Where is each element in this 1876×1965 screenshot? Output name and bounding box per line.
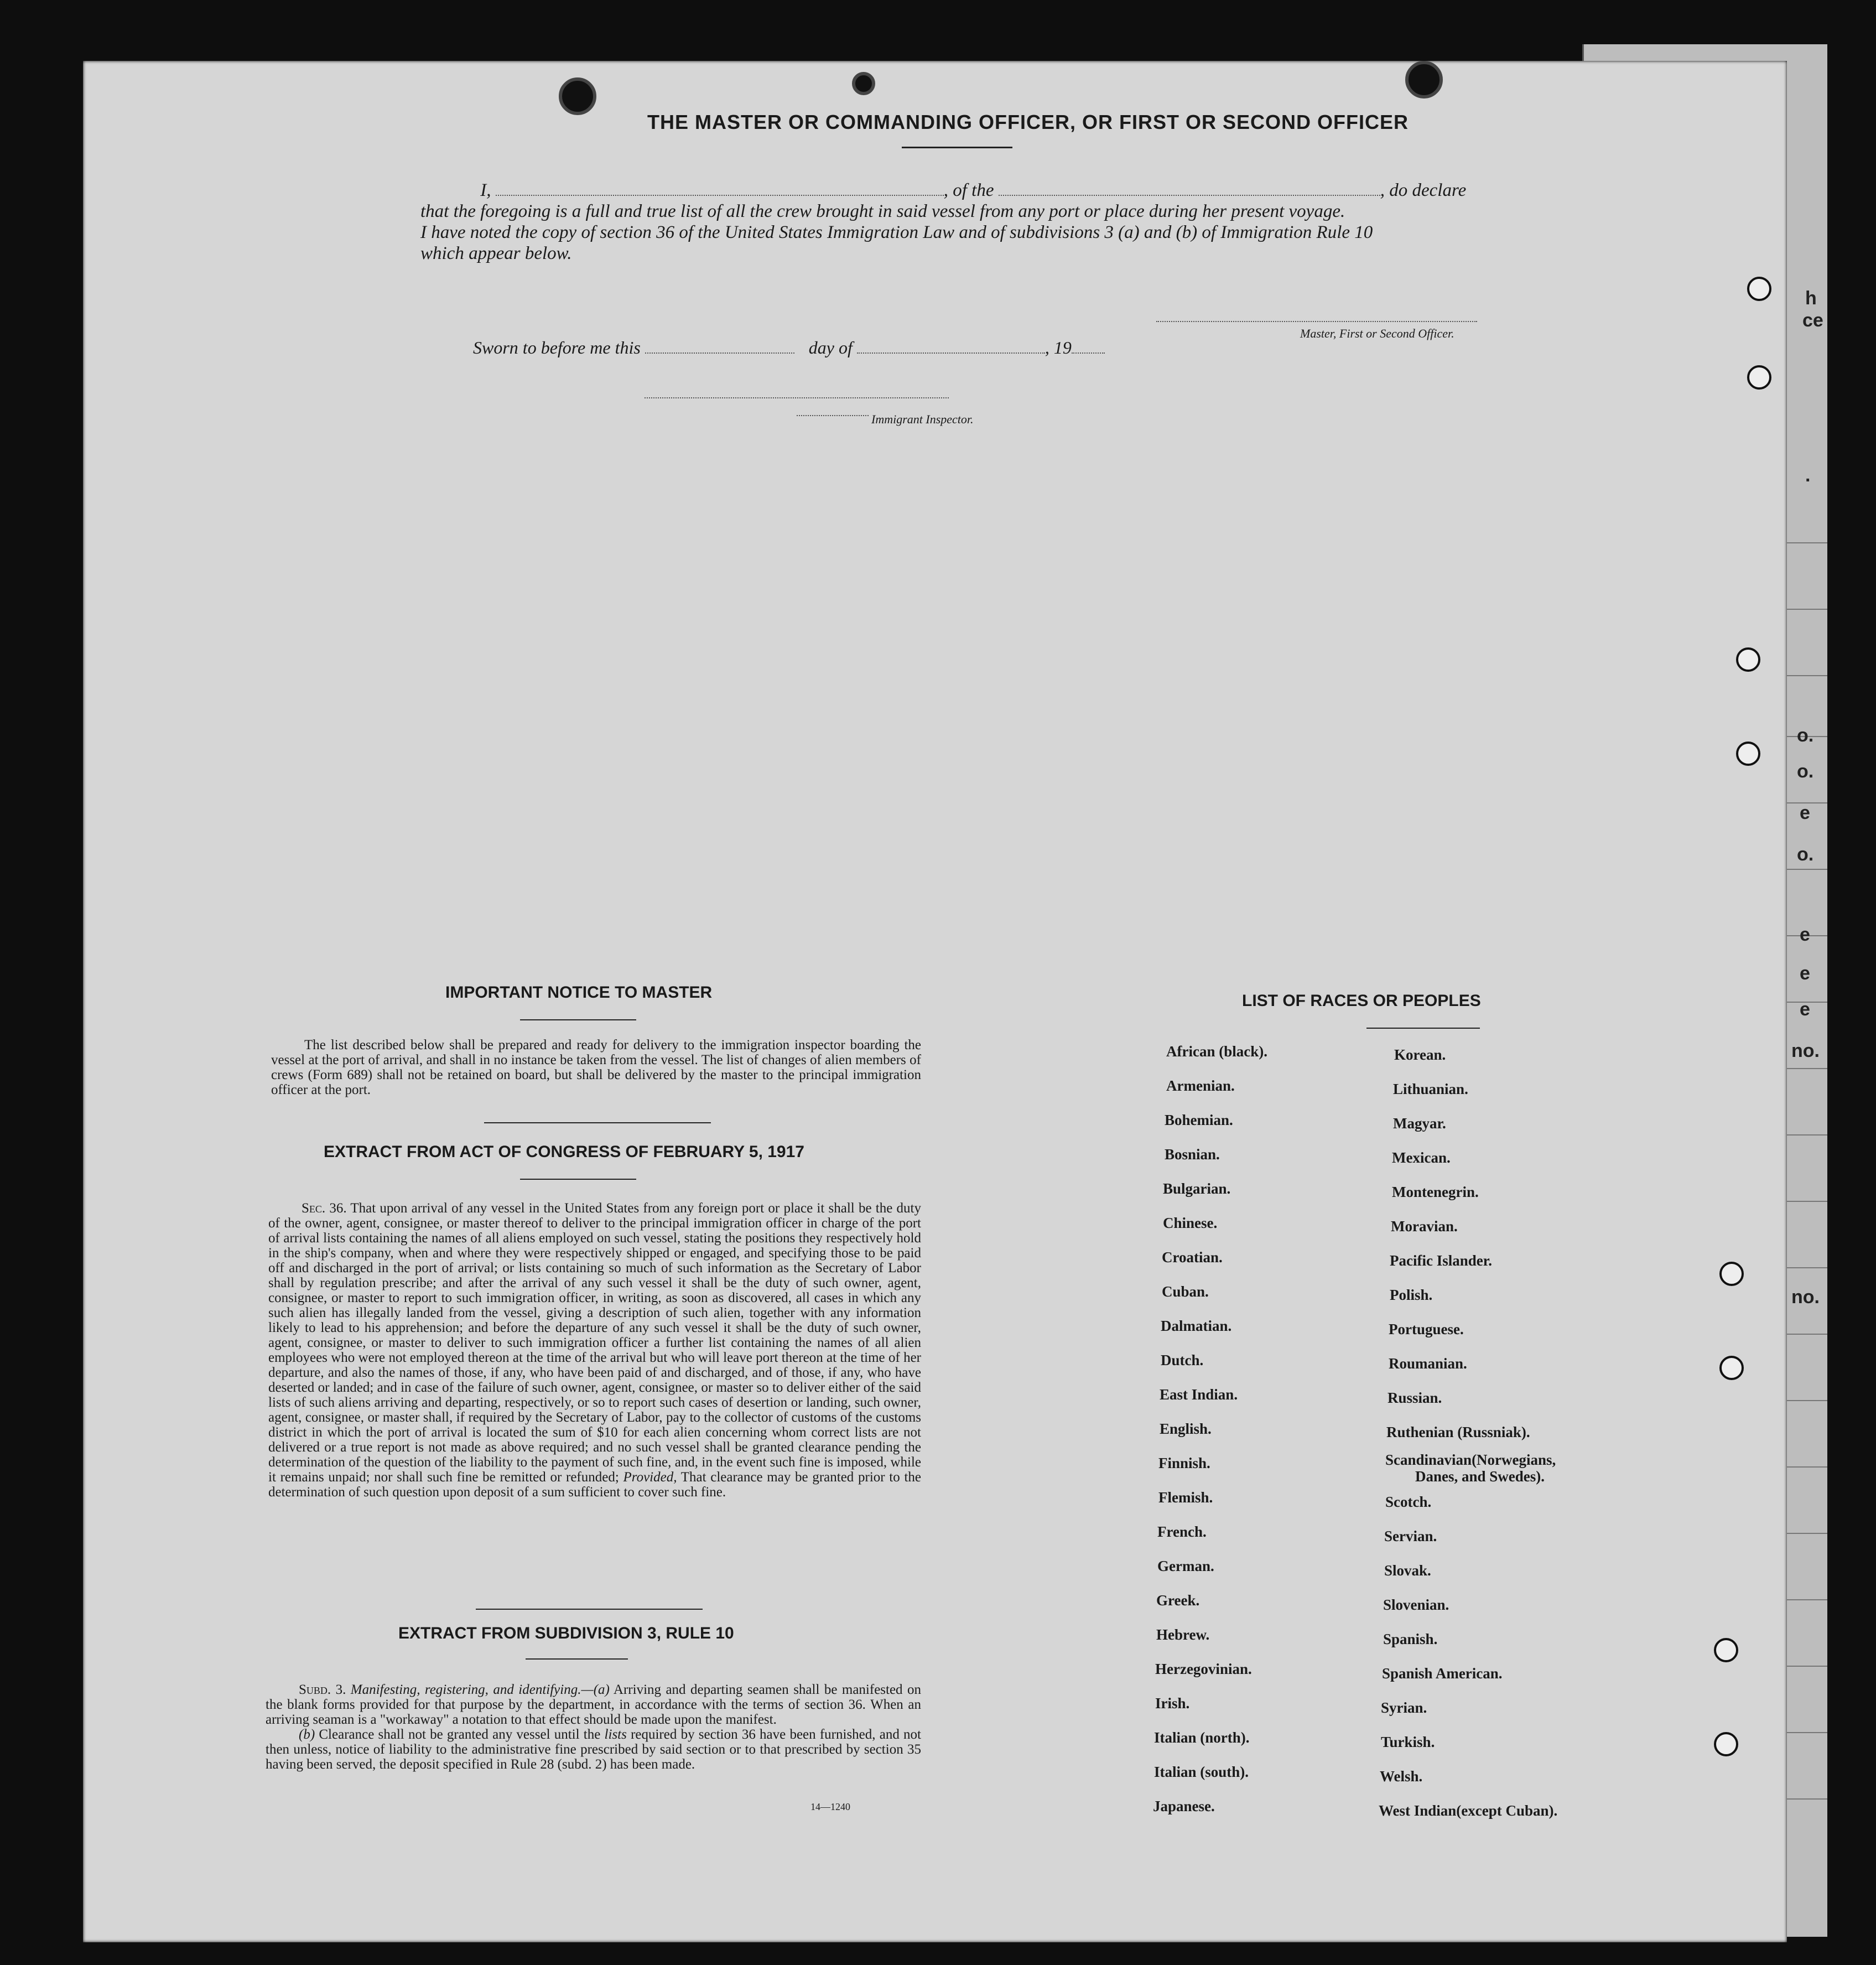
sworn-year-field[interactable] bbox=[1072, 352, 1105, 354]
race-item: Cuban. bbox=[1162, 1283, 1209, 1300]
vessel-name-field[interactable] bbox=[999, 195, 1380, 196]
race-item: East Indian. bbox=[1160, 1386, 1238, 1403]
race-item: Herzegovinian. bbox=[1155, 1661, 1252, 1677]
margin-hole bbox=[1714, 1732, 1738, 1756]
declaration-line-1: that the foregoing is a full and true list of all the crew brought in said vessel from any port or place during her present voyage. bbox=[420, 201, 1345, 221]
section-36-text bbox=[268, 1201, 921, 1500]
race-item: Chinese. bbox=[1163, 1215, 1218, 1231]
part-b-body-2: required by section 36 have been furnished, and not then unless, notice of liability to the administrative fine prescribed by said section or to that prescribed by section 35 having been served, the deposit specified in Rule 28 (subd. 2) has been made. bbox=[266, 1727, 921, 1772]
proviso-label: Provided, bbox=[623, 1470, 677, 1485]
rule-extract-title: EXTRACT FROM SUBDIVISION 3, RULE 10 bbox=[398, 1624, 734, 1642]
margin-hole bbox=[1747, 365, 1771, 390]
race-item: Bulgarian. bbox=[1163, 1180, 1231, 1197]
race-item: Syrian. bbox=[1381, 1699, 1427, 1716]
back-fragment: e bbox=[1800, 924, 1810, 945]
part-b-body-1: Clearance shall not be granted any vessel until the bbox=[319, 1727, 601, 1742]
race-item: French. bbox=[1157, 1523, 1207, 1540]
back-fragment: o. bbox=[1797, 844, 1814, 865]
margin-hole bbox=[1736, 742, 1760, 766]
race-item: English. bbox=[1160, 1420, 1212, 1437]
subd-label: Subd. 3. bbox=[299, 1682, 346, 1697]
race-item: Roumanian. bbox=[1389, 1355, 1467, 1372]
declaration-line-2: I have noted the copy of section 36 of the United States Immigration Law and of subdivisions 3 (a) and (b) of Immigration Rule 10 bbox=[420, 222, 1373, 242]
binding-hole bbox=[852, 72, 875, 95]
sworn-line bbox=[473, 338, 1105, 358]
race-item-continuation: Danes, and Swedes). bbox=[1415, 1468, 1545, 1485]
race-item: Spanish. bbox=[1383, 1631, 1438, 1647]
race-item: Armenian. bbox=[1166, 1077, 1235, 1094]
race-item: Montenegrin. bbox=[1392, 1184, 1479, 1200]
back-fragment: e bbox=[1800, 999, 1810, 1020]
notice-divider bbox=[484, 1122, 711, 1123]
part-b-label: (b) bbox=[299, 1727, 315, 1742]
race-item: Scandinavian(Norwegians, bbox=[1385, 1451, 1556, 1468]
sworn-month-field[interactable] bbox=[857, 352, 1045, 354]
race-item: Lithuanian. bbox=[1393, 1081, 1468, 1097]
race-item: Servian. bbox=[1384, 1528, 1437, 1544]
do-declare-label: , do declare bbox=[1380, 180, 1467, 200]
race-item: Portuguese. bbox=[1389, 1321, 1464, 1337]
race-item: Croatian. bbox=[1162, 1249, 1223, 1266]
back-fragment: no. bbox=[1791, 1287, 1820, 1308]
act-extract-rule bbox=[520, 1179, 636, 1180]
back-fragment: h bbox=[1805, 288, 1817, 309]
margin-hole bbox=[1736, 647, 1760, 672]
race-item: Bohemian. bbox=[1165, 1112, 1233, 1128]
race-item: African (black). bbox=[1166, 1043, 1267, 1060]
crew-list-form-page bbox=[83, 61, 1787, 1942]
race-item: Slovak. bbox=[1384, 1562, 1431, 1579]
races-title: LIST OF RACES OR PEOPLES bbox=[1242, 992, 1481, 1010]
race-item: Mexican. bbox=[1392, 1149, 1451, 1166]
race-item: German. bbox=[1157, 1558, 1214, 1574]
race-item: Bosnian. bbox=[1165, 1146, 1220, 1163]
proviso-body: That clearance may be granted prior to the determination of such question upon deposit of a sum sufficient to cover such fine. bbox=[268, 1470, 921, 1500]
binding-hole bbox=[559, 77, 596, 115]
act-extract-title: EXTRACT FROM ACT OF CONGRESS OF FEBRUARY 5, 1917 bbox=[324, 1143, 804, 1161]
subd-heading: Manifesting, registering, and identifying. bbox=[350, 1682, 581, 1697]
race-item: Dutch. bbox=[1161, 1352, 1204, 1368]
back-fragment: . bbox=[1805, 465, 1811, 486]
section-body: That upon arrival of any vessel in the United States from any foreign port or place it shall be the duty of the owner, agent, consignee, or master thereof to deliver to the principal immigration officer in charge of the port of arrival lists containing the names of all aliens employed on such vessel, stating the positions they respectively hold in the ship's company, when and where they were respectively shipped or engaged, and specifying those to be paid off and discharged in the port of arrival; or lists containing so much of such information as the Secretary of Labor shall by regulation prescribe; and after the arrival of any such vessel it shall be the duty of such owner, agent, consignee, or master to report to such immigration officer, in writing, as soon as discovered, all cases in which any such alien has illegally landed from the vessel, giving a description of such alien, together with any information likely to lead to his apprehension; and before the departure of any such vessel it shall be the duty of such owner, agent, consignee, or master to deliver to such immigration officer a further list containing the names of all alien employees who were not employed thereon at the time of the arrival but who will leave port thereon at the time of her departure, and also the names of those, if any, who have been paid of and discharged, and of those, if any, who have deserted or landed; and in case of the failure of such owner, agent, consignee, or master so to deliver either of the said lists of such aliens arriving and departing, respectively, or so to report such cases of desertion or landing, such owner, agent, consignee, or master shall, if required by the Secretary of Labor, pay to the collector of customs of the customs district in which the port of arrival is located the sum of $10 for each alien concerning whom correct lists are not delivered or a true report is not made as above required; and no such vessel shall be granted clearance pending the determination of the question of the liability to the payment of such fine, and, in the event such fine is imposed, while it remains unpaid; nor shall such fine be remitted or refunded; bbox=[268, 1201, 921, 1485]
race-item: West Indian(except Cuban). bbox=[1379, 1802, 1558, 1819]
declarant-name-field[interactable] bbox=[496, 195, 944, 196]
race-item: Greek. bbox=[1156, 1592, 1200, 1609]
act-divider bbox=[476, 1609, 703, 1610]
race-item: Slovenian. bbox=[1383, 1596, 1449, 1613]
sworn-label: Sworn to before me this bbox=[473, 338, 641, 357]
race-item: Russian. bbox=[1387, 1390, 1442, 1406]
part-a-label: —(a) bbox=[581, 1682, 610, 1697]
margin-hole bbox=[1719, 1356, 1744, 1380]
race-item: Japanese. bbox=[1153, 1798, 1215, 1814]
race-item: Finnish. bbox=[1158, 1455, 1210, 1471]
declaration-line-3: which appear below. bbox=[420, 243, 572, 263]
sworn-day-field[interactable] bbox=[645, 352, 794, 354]
back-fragment: e bbox=[1800, 802, 1810, 823]
binding-hole bbox=[1405, 61, 1443, 98]
race-item: Dalmatian. bbox=[1161, 1318, 1232, 1334]
race-item: Italian (south). bbox=[1154, 1764, 1249, 1780]
race-item: Spanish American. bbox=[1382, 1665, 1503, 1682]
race-item: Italian (north). bbox=[1154, 1729, 1250, 1746]
heading-rule bbox=[902, 147, 1012, 148]
back-fragment: o. bbox=[1797, 761, 1814, 782]
back-fragment: ce bbox=[1802, 310, 1823, 331]
inspector-caption: Immigrant Inspector. bbox=[871, 412, 974, 426]
master-caption: Master, First or Second Officer. bbox=[1300, 326, 1454, 340]
form-heading: THE MASTER OR COMMANDING OFFICER, OR FIRST OR SECOND OFFICER bbox=[647, 111, 1409, 133]
notice-rule bbox=[520, 1019, 636, 1020]
race-item: Polish. bbox=[1390, 1287, 1433, 1303]
race-item: Hebrew. bbox=[1156, 1626, 1210, 1643]
margin-hole bbox=[1747, 277, 1771, 301]
declaration-block bbox=[420, 180, 1571, 264]
race-item: Turkish. bbox=[1381, 1734, 1435, 1750]
races-rule bbox=[1366, 1028, 1480, 1029]
margin-hole bbox=[1719, 1262, 1744, 1286]
part-b-lists: lists bbox=[604, 1727, 627, 1742]
part-a-body: Arriving and departing seamen shall be manifested on the blank forms provided for that purpose by the department, in accordance with the terms of section 36. When an arriving seaman is a "workaway" a notation to that effect should be made upon the manifest. bbox=[266, 1682, 921, 1727]
back-fragment: o. bbox=[1797, 725, 1814, 746]
race-item: Magyar. bbox=[1393, 1115, 1446, 1132]
race-item: Welsh. bbox=[1380, 1768, 1423, 1785]
declarant-label: I, bbox=[480, 180, 491, 200]
year-prefix-label: , 19 bbox=[1044, 338, 1072, 357]
race-item: Pacific Islander. bbox=[1390, 1252, 1492, 1269]
back-fragment: no. bbox=[1791, 1040, 1820, 1061]
day-of-label: day of bbox=[808, 338, 853, 357]
margin-hole bbox=[1714, 1638, 1738, 1662]
master-signature-field[interactable] bbox=[1156, 321, 1477, 322]
section-label: Sec. 36. bbox=[302, 1201, 347, 1216]
back-fragment: e bbox=[1800, 963, 1810, 984]
race-item: Scotch. bbox=[1385, 1494, 1432, 1510]
notice-text: The list described below shall be prepared and ready for delivery to the immigration inspector boarding the vessel at the port of arrival, and shall in no instance be taken from the vessel. The list of changes of alien members of crews (Form 689) shall not be retained on board, but shall be delivered by the master to the principal immigration officer at the port. bbox=[271, 1038, 921, 1097]
notice-title: IMPORTANT NOTICE TO MASTER bbox=[445, 983, 713, 1002]
race-item: Korean. bbox=[1394, 1046, 1446, 1063]
subdivision-3-text bbox=[266, 1682, 921, 1772]
race-item: Irish. bbox=[1155, 1695, 1190, 1712]
race-item: Ruthenian (Russniak). bbox=[1386, 1424, 1530, 1440]
race-item: Flemish. bbox=[1158, 1489, 1213, 1506]
race-item: Moravian. bbox=[1391, 1218, 1458, 1235]
inspector-dotted-lead bbox=[797, 415, 869, 416]
of-the-label: , of the bbox=[943, 180, 994, 200]
inspector-signature-field[interactable] bbox=[645, 397, 949, 398]
rule-extract-rule bbox=[526, 1658, 628, 1660]
form-number: 14—1240 bbox=[810, 1801, 850, 1812]
